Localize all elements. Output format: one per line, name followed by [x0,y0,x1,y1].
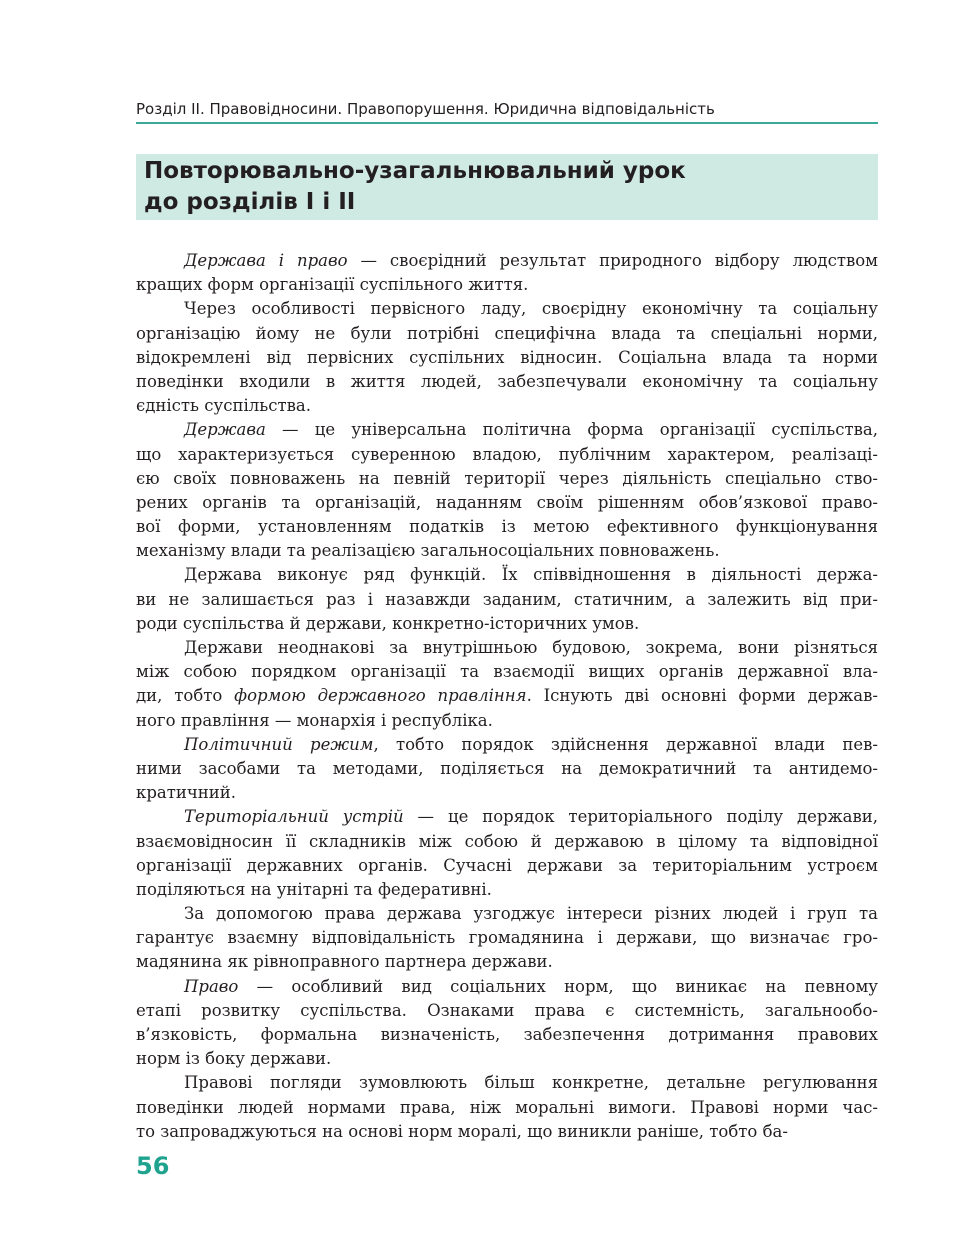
text-run: Через особливості первісного ладу, своєрідну економічну та соціальну [184,299,878,319]
text-run: між собою порядком організації та взаємодії вищих органів державної вла- [136,662,878,682]
text-line [136,539,878,563]
text-line [136,249,878,273]
text-run: , тобто порядок здійснення державної влади пев- [373,734,879,754]
text-line [136,999,878,1023]
text-run: поведінки входили в життя людей, забезпечували економічну та соціальну [136,371,878,391]
text-run: організації державних органів. Сучасні держави за територіальним устроєм [136,855,878,875]
paragraph [136,1071,878,1144]
text-line [136,781,878,805]
text-run: ного правління — монархія і республіка. [136,710,493,730]
text-run: Держава виконує ряд функцій. Їх співвідношення в діяльності держа- [184,565,878,585]
text-run: механізму влади та реалізацією загальносоціальних повноважень. [136,541,720,561]
text-line [136,1023,878,1047]
text-run: — це універсальна політична форма організації суспільства, [265,420,878,440]
text-run: гарантує взаємну відповідальність громадянина і держави, що визначає гро- [136,928,878,948]
text-line [136,733,878,757]
text-run: — особливий вид соціальних норм, що виникає на певному [238,976,878,996]
text-line [136,588,878,612]
paragraph [136,636,878,733]
text-run: рених органів та організацій, наданням своїм рішенням обов’язкової право- [136,492,878,512]
text-line [136,515,878,539]
text-run: вої форми, установленням податків із метою ефективного функціонування [136,517,878,537]
text-line [136,612,878,636]
text-line [136,684,878,708]
body-text [136,249,878,1144]
text-line [136,394,878,418]
text-run: Держави неоднакові за внутрішньою будовою, зокрема, вони різняться [184,638,878,657]
text-run: кратичний. [136,783,236,803]
text-run: — це порядок територіального поділу держави, [403,807,878,827]
italic-term: Політичний режим [184,734,374,754]
text-line [136,563,878,587]
text-line [136,467,878,491]
text-run: відокремлені від первісних суспільних відносин. Соціальна влада та норми [136,347,878,367]
text-run: ди, тобто [136,686,235,706]
text-run: поведінки людей нормами права, ніж моральні вимоги. Правові норми час- [136,1097,878,1117]
text-line [136,1047,878,1071]
paragraph [136,975,878,1072]
text-line [136,805,878,829]
paragraph [136,297,878,418]
lesson-title-line-1: Повторювально-узагальнювальний урок [144,158,686,184]
paragraph [136,902,878,975]
text-run: що характеризується суверенною владою, публічним характером, реалізаці- [136,444,878,464]
text-line [136,902,878,926]
text-line [136,370,878,394]
text-run: в’язковість, формальна визначеність, забезпечення дотримання правових [136,1025,878,1044]
text-run: поділяються на унітарні та федеративні. [136,879,492,899]
text-line [136,950,878,974]
text-run: організацію йому не були потрібні специфічна влада та спеціальні норми, [136,323,878,343]
text-line [136,757,878,781]
text-line [136,975,878,999]
text-run: ними засобами та методами, поділяється на демократичний та антидемо- [136,758,878,778]
text-line [136,878,878,902]
italic-term: Територіальний устрій [184,807,404,827]
text-run: мадянина як рівноправного партнера держави. [136,952,553,972]
text-line [136,1120,878,1144]
running-head: Розділ ІІ. Правовідносини. Правопорушення. Юридична відповідальність [136,100,878,124]
italic-term: Держава [184,420,266,440]
text-line [136,660,878,684]
paragraph [136,733,878,806]
text-line [136,1071,878,1095]
text-run: За допомогою права держава узгоджує інтереси різних людей і груп та [184,904,878,924]
text-run: ви не залишається раз і назавжди заданим, статичним, а залежить від при- [136,589,878,609]
italic-term: Право [184,976,239,996]
text-line [136,926,878,950]
text-run: кращих форм організації суспільного життя. [136,275,529,295]
page-number: 56 [136,1152,170,1180]
text-line [136,1096,878,1120]
text-line [136,636,878,660]
text-run: роди суспільства й держави, конкретно-історичних умов. [136,613,640,633]
lesson-title-banner [136,154,878,220]
text-run: . Існують дві основні форми держав- [526,686,879,706]
text-run: Правові погляди зумовлюють більш конкретне, детальне регулювання [184,1073,878,1093]
text-run: — своєрідний результат природного відбору людством [347,251,878,270]
paragraph [136,805,878,902]
text-line [136,418,878,442]
text-line [136,443,878,467]
lesson-title-line-2: до розділів І і ІІ [144,189,356,215]
text-run: єдність суспільства. [136,396,311,416]
text-line [136,322,878,346]
text-line [136,346,878,370]
text-line [136,491,878,515]
italic-term: Держава і право [184,251,348,270]
text-line [136,830,878,854]
text-run: взаємовідносин її складників між собою й державою в цілому та відповідної [136,831,878,851]
paragraph [136,418,878,563]
paragraph [136,563,878,636]
text-run: то запроваджуються на основі норм моралі, що виникли раніше, тобто ба- [136,1121,788,1141]
paragraph [136,249,878,297]
text-line [136,273,878,297]
text-run: етапі розвитку суспільства. Ознаками права є системність, загальнообо- [136,1000,878,1020]
text-line [136,709,878,733]
text-line [136,297,878,321]
text-run: норм із боку держави. [136,1049,332,1069]
text-run: єю своїх повноважень на певній території через діяльність спеціально ство- [136,468,878,488]
text-line [136,854,878,878]
italic-term: формою державного правління [234,686,527,706]
